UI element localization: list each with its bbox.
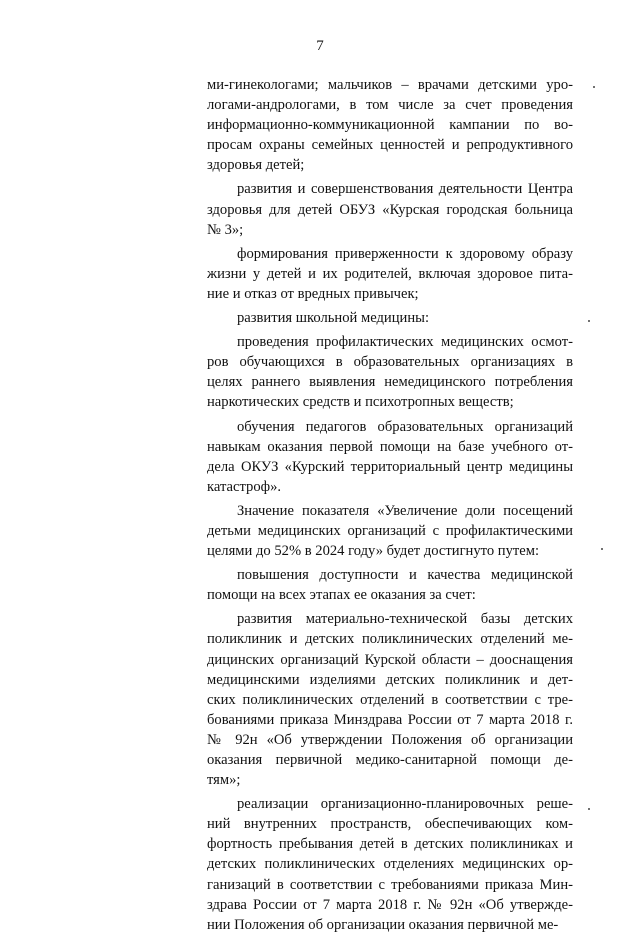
text-line: детьми медицинских организаций с профилактическими <box>207 522 573 539</box>
paragraph <box>207 308 573 328</box>
text-line: дела ОКУЗ «Курский территориальный центр медицины <box>207 458 573 475</box>
paragraph <box>207 332 573 412</box>
paragraph <box>207 609 573 790</box>
text-line: помощи на всех этапах ее оказания за счет: <box>207 587 476 604</box>
page-number: 7 <box>316 38 324 54</box>
text-line: ми-гинекологами; мальчиков – врачами детскими уро- <box>207 77 573 93</box>
text-line: № 3»; <box>207 221 244 238</box>
text-line: ний внутренних пространств, обеспечивающих ком- <box>207 816 573 833</box>
text-line: здоровья детей; <box>207 157 305 174</box>
text-line: поликлиник и детских поликлинических отделений ме- <box>207 631 573 648</box>
text-line: информационно-коммуникационной кампании по во- <box>207 117 573 134</box>
text-line: реализации организационно-планировочных реше- <box>237 796 573 813</box>
text-line: жизни у детей и их родителей, включая здоровое пита- <box>207 265 573 282</box>
text-line: формирования приверженности к здоровому образу <box>237 245 573 262</box>
text-line: проведения профилактических медицинских осмот- <box>237 334 573 351</box>
scan-speck <box>593 86 595 88</box>
text-line: навыкам оказания первой помощи на базе учебного от- <box>207 438 573 455</box>
text-line: логами-андрологами, в том числе за счет проведения <box>207 97 573 114</box>
paragraph <box>207 179 573 239</box>
text-line: здоровья для детей ОБУЗ «Курская городская больница <box>207 201 573 218</box>
paragraph <box>207 75 573 175</box>
text-line: целями до 52% в 2024 году» будет достигнуто путем: <box>207 543 540 560</box>
text-line: катастроф». <box>207 478 282 495</box>
text-line: развития школьной медицины: <box>237 310 430 327</box>
text-line: здрава России от 7 марта 2018 г. № 92н «Об утвержде- <box>207 896 573 913</box>
scan-speck <box>588 320 590 322</box>
scan-speck <box>588 808 590 810</box>
paragraph <box>207 501 573 561</box>
text-line: обучения педагогов образовательных организаций <box>237 418 573 435</box>
paragraph <box>207 565 573 605</box>
text-line: наркотических средств и психотропных веществ; <box>207 394 514 411</box>
text-line: развития материально-технической базы детских <box>237 611 573 628</box>
text-line: ганизаций в соответствии с требованиями приказа Мин- <box>207 876 573 893</box>
text-line: бованиями приказа Минздрава России от 7 марта 2018 г. <box>207 711 573 728</box>
document-body <box>207 75 573 935</box>
text-line: тям»; <box>207 772 241 789</box>
text-line: ние и отказ от вредных привычек; <box>207 285 419 302</box>
text-line: ров обучающихся в образовательных организациях в <box>207 354 573 371</box>
text-line: детских поликлинических отделениях медицинских ор- <box>207 856 573 873</box>
text-line: фортность пребывания детей в детских поликлиниках и <box>207 836 573 853</box>
text-line: повышения доступности и качества медицинской <box>237 567 573 584</box>
paragraph <box>207 244 573 304</box>
text-line: просам охраны семейных ценностей и репродуктивного <box>207 137 573 154</box>
text-line: целях раннего выявления немедицинского потребления <box>207 374 573 391</box>
text-line: нии Положения об организации оказания первичной ме- <box>207 916 559 933</box>
text-line: дицинских организаций Курской области – дооснащения <box>207 651 573 668</box>
text-line: № 92н «Об утверждении Положения об организации <box>207 731 573 748</box>
paragraph <box>207 417 573 497</box>
text-line: ских поликлинических отделений в соответствии с тре- <box>207 691 573 708</box>
text-line: развития и совершенствования деятельности Центра <box>237 181 573 198</box>
paragraph <box>207 794 573 935</box>
text-line: оказания первичной медико-санитарной помощи де- <box>207 752 573 768</box>
scan-speck <box>601 548 603 550</box>
text-line: Значение показателя «Увеличение доли посещений <box>237 502 573 519</box>
text-line: медицинскими изделиями детских поликлиник и дет- <box>207 671 573 688</box>
